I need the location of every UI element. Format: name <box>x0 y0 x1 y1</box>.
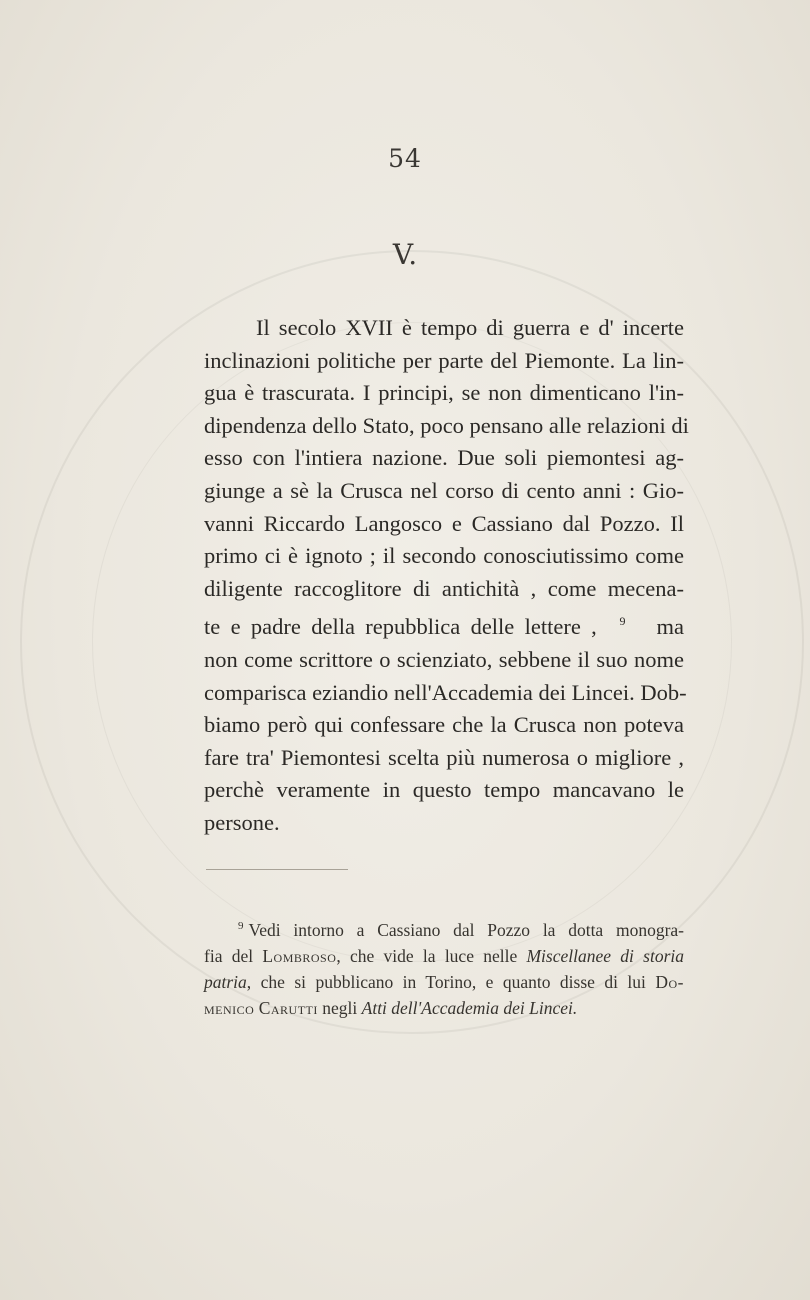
body-line: gua è trascurata. I principi, se non dimenticano l'in- <box>204 380 684 406</box>
body-line: fare tra' Piemontesi scelta più numerosa o migliore , <box>204 744 684 770</box>
footnote-text: Vedi intorno a Cassiano dal Pozzo la dotta monogra- <box>248 920 684 940</box>
footnote-line <box>204 995 684 1021</box>
body-line: dipendenza dello Stato, poco pensano alle relazioni di <box>204 412 689 438</box>
work-title: patria <box>204 972 247 992</box>
footnote-line <box>204 913 684 943</box>
footnote-text: fia del <box>204 946 263 966</box>
footnote-line <box>204 943 684 969</box>
footnote <box>204 913 684 1021</box>
body-paragraph <box>204 312 689 840</box>
footnote-line <box>204 969 684 995</box>
author-name: Carutti <box>258 998 318 1018</box>
body-line-text: te e padre della repubblica delle lettere , <box>204 614 597 640</box>
body-line: inclinazioni politiche per parte del Piemonte. La lin- <box>204 347 684 373</box>
body-line: comparisca eziandio nell'Accademia dei Lincei. Dob- <box>204 679 687 705</box>
body-line: persone. <box>204 809 280 835</box>
body-line: giunge a sè la Crusca nel corso di cento anni : Gio- <box>204 477 684 503</box>
footnote-reference[interactable]: 9 <box>619 614 626 629</box>
body-line-with-note <box>204 605 684 644</box>
body-line: vanni Riccardo Langosco e Cassiano dal Pozzo. Il <box>204 510 684 536</box>
work-title: Miscellanee di storia <box>526 946 684 966</box>
body-line: non come scrittore o scienziato, sebbene il suo nome <box>204 646 684 672</box>
body-line: esso con l'intiera nazione. Due soli piemontesi ag- <box>204 445 684 471</box>
footnote-mark: 9 <box>238 920 244 932</box>
footnote-text: , che vide la luce nelle <box>336 946 527 966</box>
body-line: primo ci è ignoto ; il secondo conosciutissimo come <box>204 543 684 569</box>
author-name: Do- <box>655 972 684 992</box>
body-line: biamo però qui confessare che la Crusca non poteva <box>204 712 684 738</box>
footnote-text: , che si pubblicano in Torino, e quanto disse di lui <box>246 972 656 992</box>
body-line: diligente raccoglitore di antichità , come mecena- <box>204 575 684 601</box>
work-title: Atti dell'Accademia dei Lincei. <box>361 998 578 1018</box>
author-name: menico <box>204 998 255 1018</box>
body-line: perchè veramente in questo tempo mancavano le <box>204 777 684 803</box>
footnote-text: negli <box>317 998 362 1018</box>
section-heading: V. <box>392 238 418 271</box>
body-line-tail: ma <box>656 614 685 640</box>
page-number: 54 <box>388 144 422 173</box>
body-line: Il secolo XVII è tempo di guerra e d' incerte <box>256 315 684 340</box>
footnote-divider <box>206 869 348 870</box>
author-name: Lombroso <box>262 946 337 966</box>
